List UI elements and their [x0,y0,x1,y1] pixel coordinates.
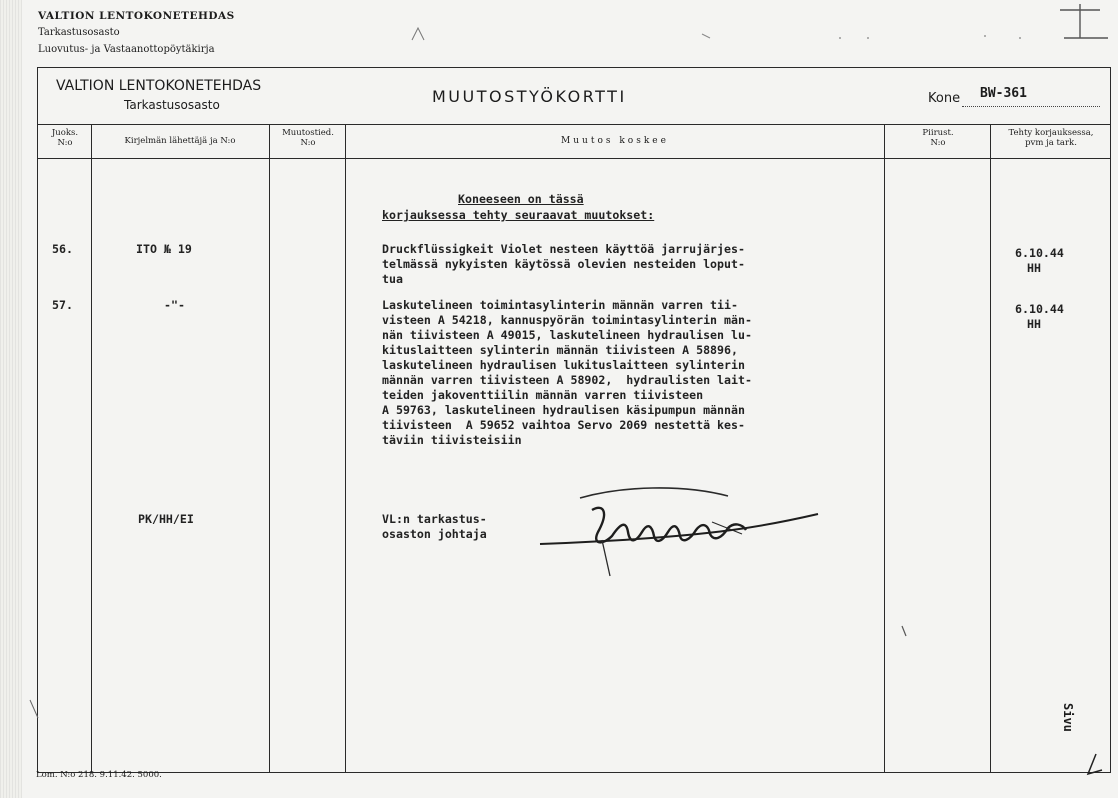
kone-label: Kone [928,91,961,106]
row-57-date: 6.10.44 [1015,302,1064,316]
row-57-text-2: visteen A 54218, kannuspyörän toimintasylinterin män- [382,313,752,327]
row-56-date: 6.10.44 [1015,246,1064,260]
header-protocol: Luovutus- ja Vastaanottopöytäkirja [38,44,215,55]
row-57-text-3: nän tiivisteen A 49015, laskutelineen hydraulisen lu- [382,328,752,342]
row-57-inspector: HH [1027,317,1041,331]
row-57-text-10: täviin tiivisteisiin [382,433,522,447]
row-56-text-3: tua [382,272,403,286]
signoff-title-1: VL:n tarkastus- [382,512,487,526]
header-org: VALTION LENTOKONETEHDAS [38,10,235,22]
col-header-piirust: Piirust. N:o [922,128,954,148]
col-header-muutostied: Muutostied. N:o [282,128,334,148]
row-56-number: 56. [52,242,73,256]
row-57-text-6: männän varren tiivisteen A 58902, hydraulisten lait- [382,373,752,387]
row-57-text-4: kituslaitteen sylinterin männän tiivisteen A 58896, [382,343,738,357]
form-footer: Lom. N:o 218. 9.11.42. 5000. [36,770,162,780]
row-57-text-9: tiivisteen A 59652 vaihtoa Servo 2069 nestettä kes- [382,418,745,432]
kone-value: BW-361 [980,86,1027,101]
row-56-inspector: HH [1027,261,1041,275]
row-57-sender: -"- [164,298,185,312]
row-57-text-1: Laskutelineen toimintasylinterin männän varren tii- [382,298,738,312]
row-56-sender: ITO № 19 [136,242,192,256]
intro-line-2: korjauksessa tehty seuraavat muutokset: [382,208,655,222]
col-header-tehty: Tehty korjauksessa, pvm ja tark. [1008,128,1094,148]
row-57-text-7: teiden jakoventtiilin männän varren tiivisteen [382,388,704,402]
signoff-title-2: osaston johtaja [382,527,487,541]
intro-line-1: Koneeseen on tässä [458,192,584,206]
card-title: MUUTOSTYÖKORTTI [432,87,627,106]
col-header-muutos: Muutos koskee [561,136,669,146]
row-57-text-8: A 59763, laskutelineen hydraulisen käsipumpun männän [382,403,745,417]
col-header-juoks: Juoks. N:o [51,128,79,148]
signoff-initials: PK/HH/EI [138,512,194,526]
card-org: VALTION LENTOKONETEHDAS [56,78,262,94]
card-dept: Tarkastusosasto [124,98,220,112]
page-mark: Sivu [1061,703,1075,732]
row-56-text-2: telmässä nykyisten käytössä olevien nesteiden loput- [382,257,745,271]
row-57-number: 57. [52,298,73,312]
col-header-kirjelman: Kirjelmän lähettäjä ja N:o [124,136,236,146]
row-56-text-1: Druckflüssigkeit Violet nesteen käyttöä jarrujärjes- [382,242,745,256]
header-dept: Tarkastusosasto [38,27,120,38]
row-57-text-5: laskutelineen hydraulisen lukituslaitteen sylinterin [382,358,745,372]
